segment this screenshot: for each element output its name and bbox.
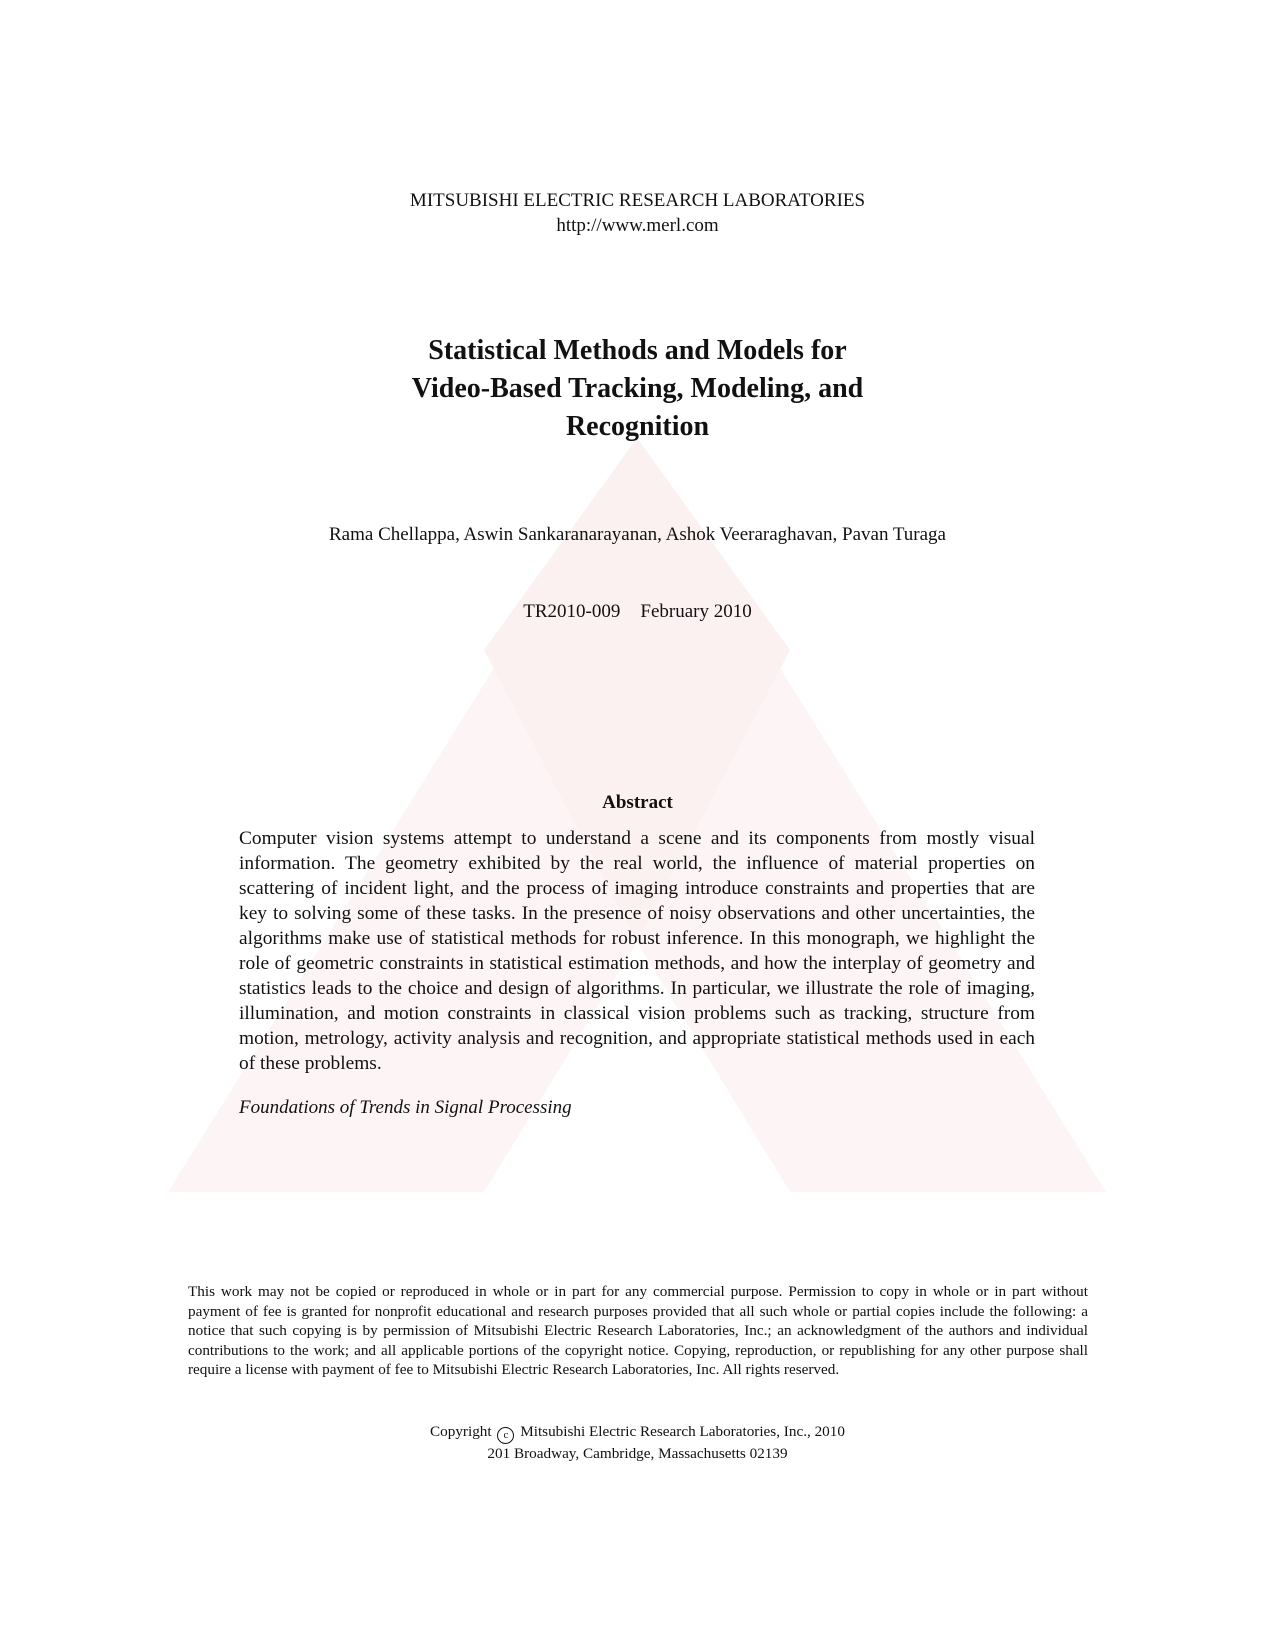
lab-address: 201 Broadway, Cambridge, Massachusetts 02139 (487, 1445, 788, 1462)
copyright-block (0, 1422, 1275, 1464)
copyright-prefix: Copyright (430, 1423, 492, 1440)
lab-name: MITSUBISHI ELECTRIC RESEARCH LABORATORIES (409, 190, 866, 211)
title-line: Statistical Methods and Models for (428, 335, 847, 366)
lab-header (0, 188, 1275, 238)
abstract-body: Computer vision systems attempt to understand a scene and its components from mostly visual information. The geometry exhibited by the real world, the influence of material properties on scattering of incident light, and the process of imaging introduce constraints and properties that are key to solving some of these tasks. In the presence of noisy observations and other uncertainties, the algorithms make use of statistical methods for robust inference. In this monograph, we highlight the role of geometric constraints in statistical estimation methods, and how the interplay of geometry and statistics leads to the choice and design of algorithms. In particular, we illustrate the role of imaging, illumination, and motion constraints in classical vision problems such as tracking, structure from motion, metrology, activity analysis and recognition, and appropriate statistical methods used in each of these problems. (239, 828, 1035, 1074)
report-number: TR2010-009 (523, 601, 621, 622)
copyright-holder: Mitsubishi Electric Research Laboratories, Inc., 2010 (520, 1423, 845, 1440)
copyright-notice: This work may not be copied or reproduced in whole or in part for any commercial purpose. Permission to copy in whole or in part without payment of fee is granted for nonprofit educational and research purposes provided that all such whole or partial copies include the following: a notice that such copying is by permission of Mitsubishi Electric Research Laboratories, Inc.; an acknowledgment of the authors and individual contributions to the work; and all applicable portions of the copyright notice. Copying, reproduction, or republishing for any other purpose shall require a license with payment of fee to Mitsubishi Electric Research Laboratories, Inc. All rights reserved. (188, 1283, 1088, 1378)
publication-series: Foundations of Trends in Signal Processing (239, 1097, 572, 1118)
title-line: Recognition (565, 411, 710, 442)
copyright-line (0, 1422, 1275, 1444)
paper-title (0, 332, 1275, 446)
lab-url[interactable]: http://www.merl.com (556, 215, 719, 236)
title-line: Video-Based Tracking, Modeling, and (411, 373, 864, 404)
abstract-heading: Abstract (602, 792, 673, 813)
copyright-icon: c (497, 1427, 514, 1444)
author-list: Rama Chellappa, Aswin Sankaranarayanan, Ashok Veeraraghavan, Pavan Turaga (329, 524, 946, 545)
report-info (0, 600, 1275, 624)
report-date: February 2010 (640, 601, 752, 622)
